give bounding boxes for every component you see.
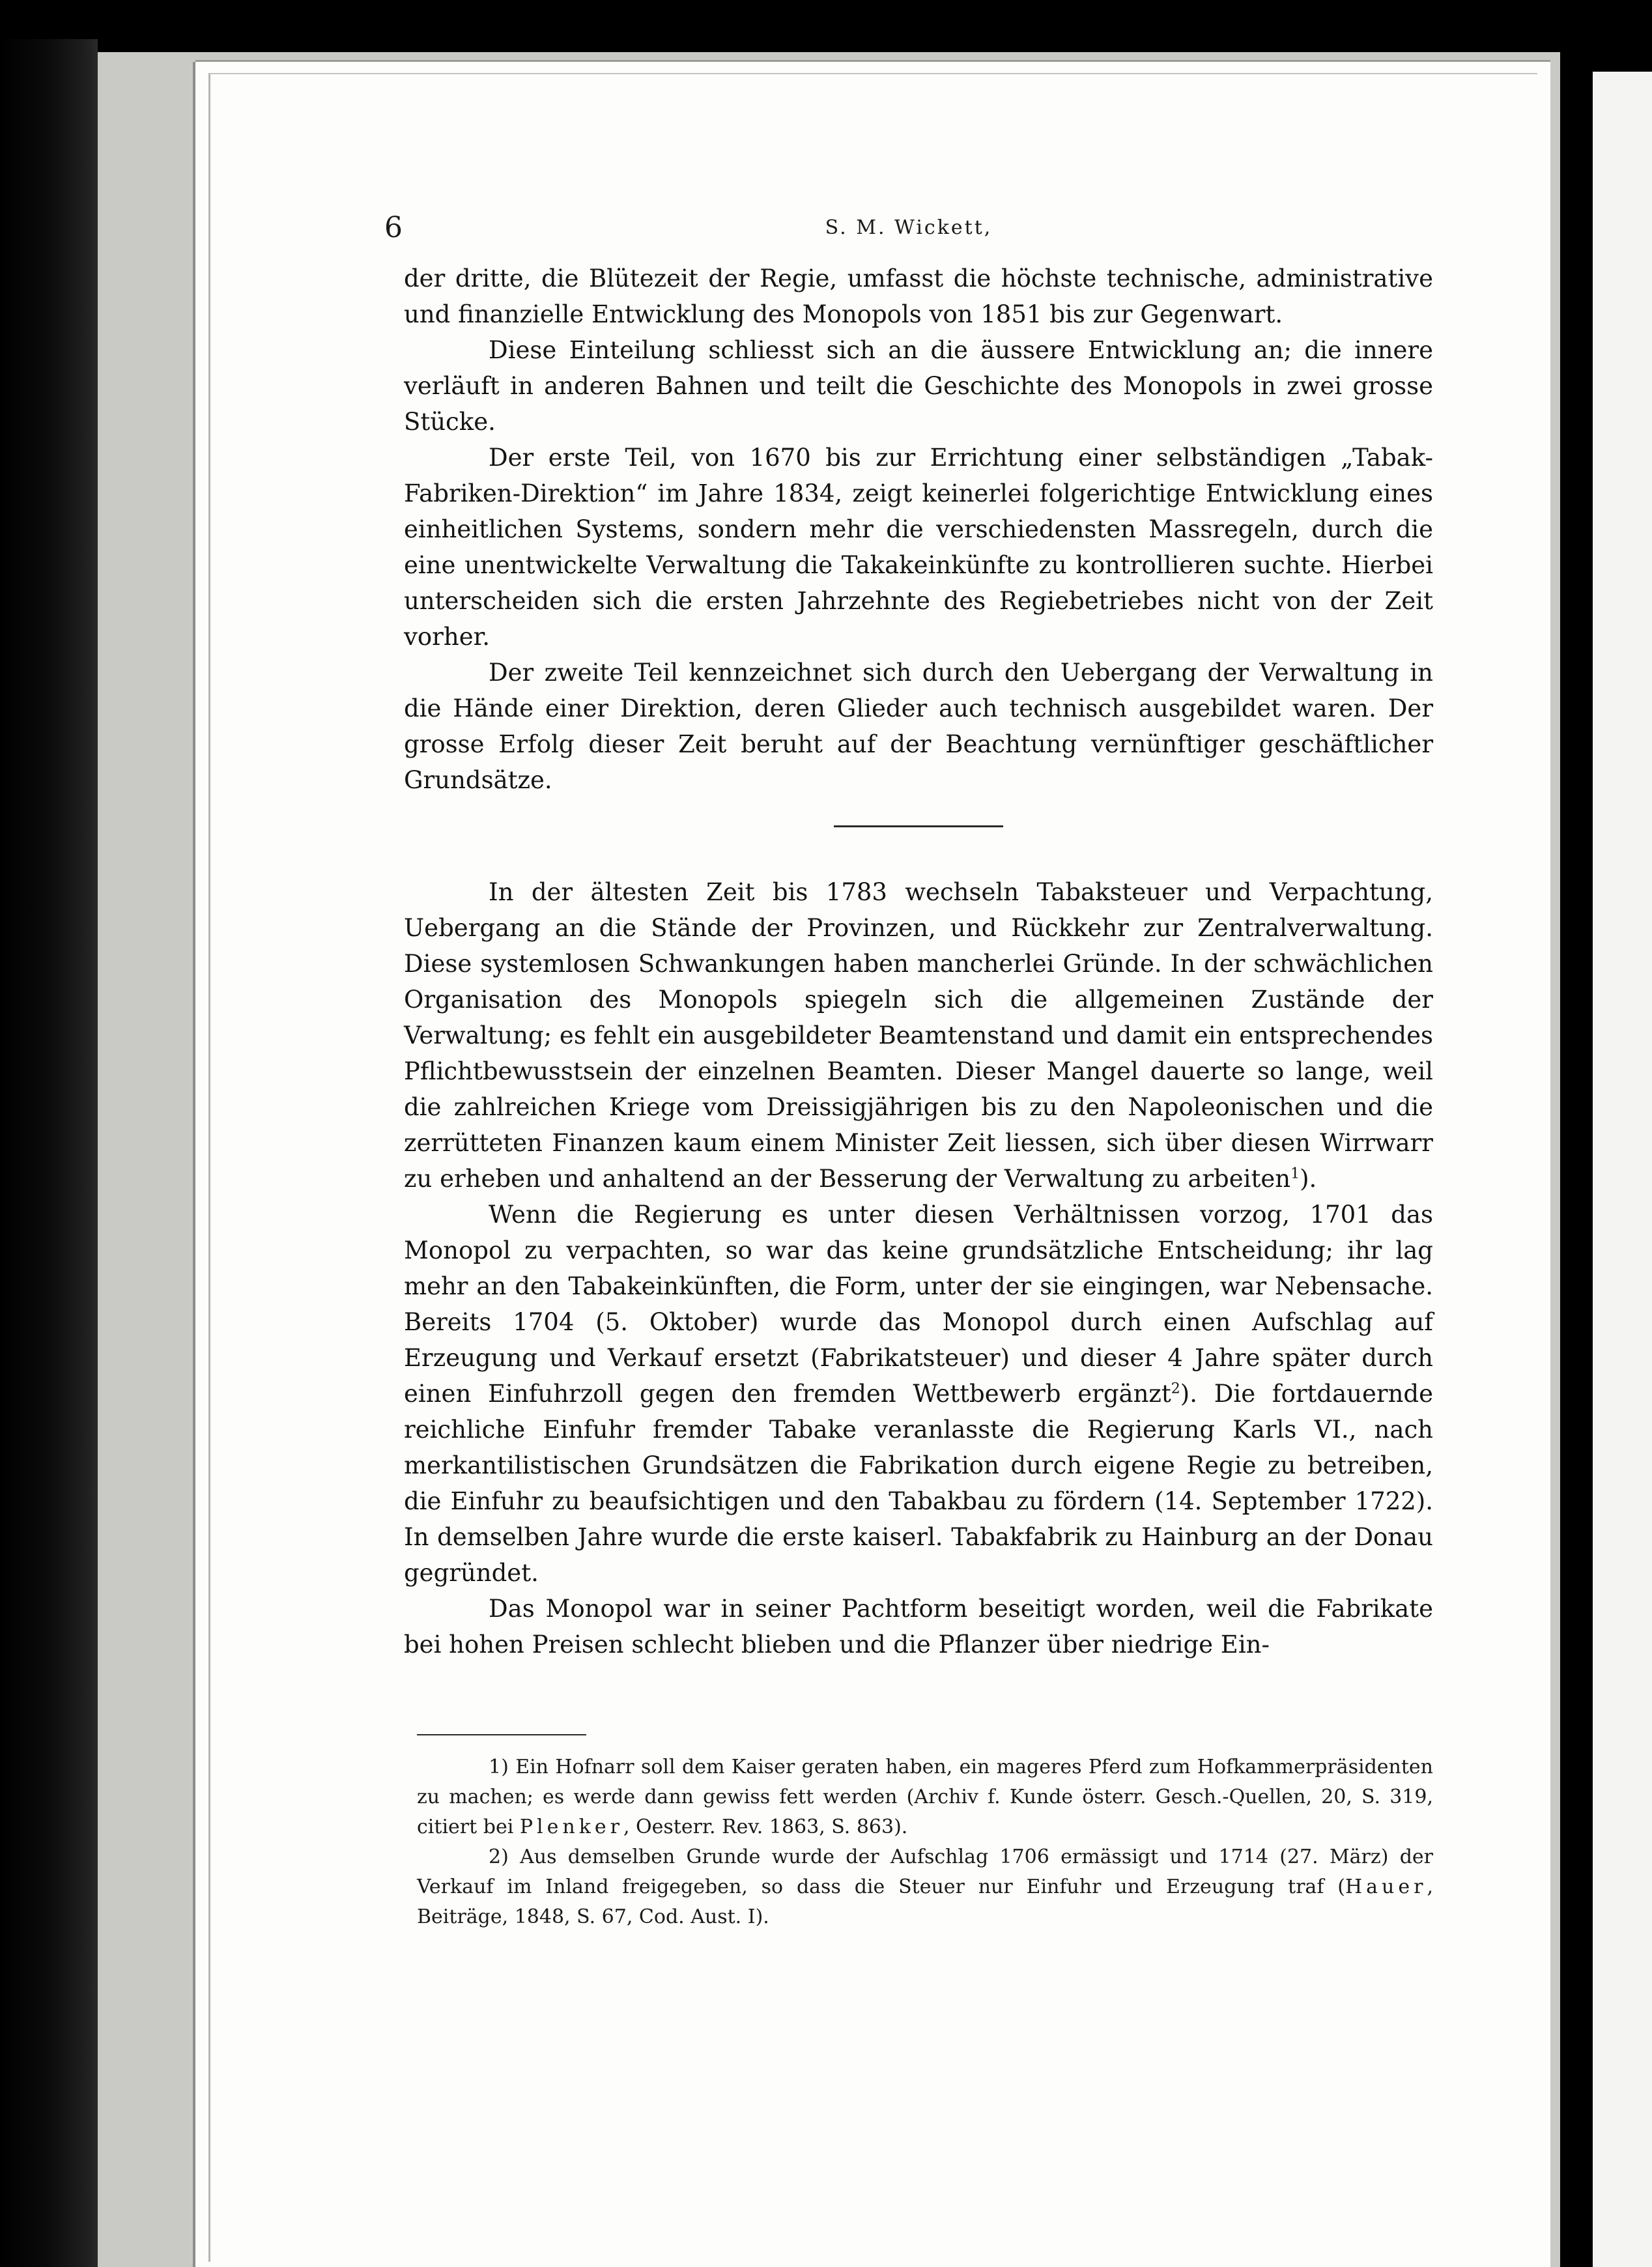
next-page-edge	[1593, 72, 1652, 2267]
page-number: 6	[384, 211, 403, 244]
paragraph-5-text: In der ältesten Zeit bis 1783 wechseln Tabaksteuer und Verpachtung, Uebergang an die Stände der Provinzen, und Rückkehr zur Zentralverwaltung. Diese systemlosen Schwankungen haben mancherlei Gründe. In der schwächlichen Organisation des Monopols spiegeln sich die allgemeinen Zustände der Verwaltung; es fehlt ein ausgebildeter Beamtenstand und damit ein entsprechendes Pflichtbewusstsein der einzelnen Beamten. Dieser Mangel dauerte so lange, weil die zahlreichen Kriege vom Dreissigjährigen bis zu den Napoleonischen und die zerrütteten Finanzen kaum einem Minister Zeit liessen, sich über diesen Wirrwarr zu erheben und anhaltend an der Besserung der Verwaltung zu arbeiten	[404, 878, 1433, 1193]
paragraph-1: der dritte, die Blütezeit der Regie, umfasst die höchste technische, administrative und finanzielle Entwicklung des Monopols von 1851 bis zur Gegenwart.	[404, 264, 1433, 328]
section-divider	[834, 825, 1003, 827]
footnote-2-text-a: Aus demselben Grunde wurde der Aufschlag 1706 ermässigt und 1714 (27. März) der Verkauf im Inland freigegeben, so dass die Steuer nur Einfuhr und Erzeugung traf (	[417, 1846, 1433, 1898]
paragraph-5-end: ).	[1300, 1165, 1317, 1193]
paragraph-5	[404, 874, 1433, 1197]
footnotes	[417, 1752, 1433, 1932]
footnote-1	[417, 1752, 1433, 1842]
footnote-ref-1: 1	[1290, 1165, 1300, 1182]
footnote-1-marker: 1)	[489, 1756, 509, 1778]
paragraph-4: Der zweite Teil kennzeichnet sich durch den Uebergang der Verwaltung in die Hände einer Direktion, deren Glieder auch technisch ausgebildet waren. Der grosse Erfolg dieser Zeit beruht auf der Beachtung vernünftiger geschäftlicher Grundsätze.	[404, 659, 1433, 794]
running-title: S. M. Wickett,	[825, 216, 993, 239]
paragraph-7: Das Monopol war in seiner Pachtform beseitigt worden, weil die Fabrikate bei hohen Preisen schlecht blieben und die Pflanzer über niedrige Ein-	[404, 1595, 1433, 1659]
footnote-divider	[417, 1734, 586, 1735]
body-text	[404, 261, 1433, 1662]
footnote-1-text-a: Ein Hofnarr soll dem Kaiser geraten haben, ein mageres Pferd zum Hofkammerpräsidenten zu machen; es werde dann gewiss fett werden (Archiv f. Kunde österr. Gesch.-Quellen, 20, S. 319, citiert bei	[417, 1756, 1433, 1838]
footnote-1-text-b: , Oesterr. Rev. 1863, S. 863).	[623, 1816, 908, 1838]
scan-background-top	[0, 0, 1652, 52]
paragraph-6-text-a: Wenn die Regierung es unter diesen Verhältnissen vorzog, 1701 das Monopol zu verpachten, so war das keine grundsätzliche Entscheidung; ihr lag mehr an den Tabakeinkünften, die Form, unter der sie eingingen, war Nebensache. Bereits 1704 (5. Oktober) wurde das Monopol durch einen Aufschlag auf Erzeugung und Verkauf ersetzt (Fabrikatsteuer) und dieser 4 Jahre später durch einen Einfuhrzoll gegen den fremden Wettbewerb ergänzt	[404, 1201, 1433, 1408]
paragraph-6-text-b: ). Die fortdauernde reichliche Einfuhr fremder Tabake veranlasste die Regierung Karls VI., nach merkantilistischen Grundsätzen die Fabrikation durch eigene Regie zu betreiben, die Einfuhr zu beaufsichtigen und den Tabakbau zu fördern (14. September 1722). In demselben Jahre wurde die erste kaiserl. Tabakfabrik zu Hainburg an der Donau gegründet.	[404, 1380, 1433, 1587]
footnote-2-marker: 2)	[489, 1846, 509, 1868]
footnote-1-author: Plenker	[519, 1816, 623, 1838]
scan-shadow-left	[0, 39, 98, 2267]
page-header	[384, 208, 1433, 248]
paragraph-3: Der erste Teil, von 1670 bis zur Errichtung einer selbständigen „Tabak-Fabriken-Direktion“ im Jahre 1834, zeigt keinerlei folgerichtige Entwicklung eines einheitlichen Systems, sondern mehr die verschiedensten Massregeln, durch die eine unentwickelte Verwaltung die Takakeinkünfte zu kontrollieren suchte. Hierbei unterscheiden sich die ersten Jahrzehnte des Regiebetriebes nicht von der Zeit vorher.	[404, 444, 1433, 651]
footnote-ref-2: 2	[1171, 1380, 1180, 1397]
paragraph-6	[404, 1197, 1433, 1591]
paragraph-2: Diese Einteilung schliesst sich an die äussere Entwicklung an; die innere verläuft in anderen Bahnen und teilt die Geschichte des Monopols in zwei grosse Stücke.	[404, 336, 1433, 436]
footnote-2	[417, 1842, 1433, 1932]
footnote-2-text-b: , Beiträge, 1848, S. 67, Cod. Aust. I).	[417, 1875, 1433, 1928]
footnote-2-author: Hauer	[1345, 1875, 1427, 1898]
